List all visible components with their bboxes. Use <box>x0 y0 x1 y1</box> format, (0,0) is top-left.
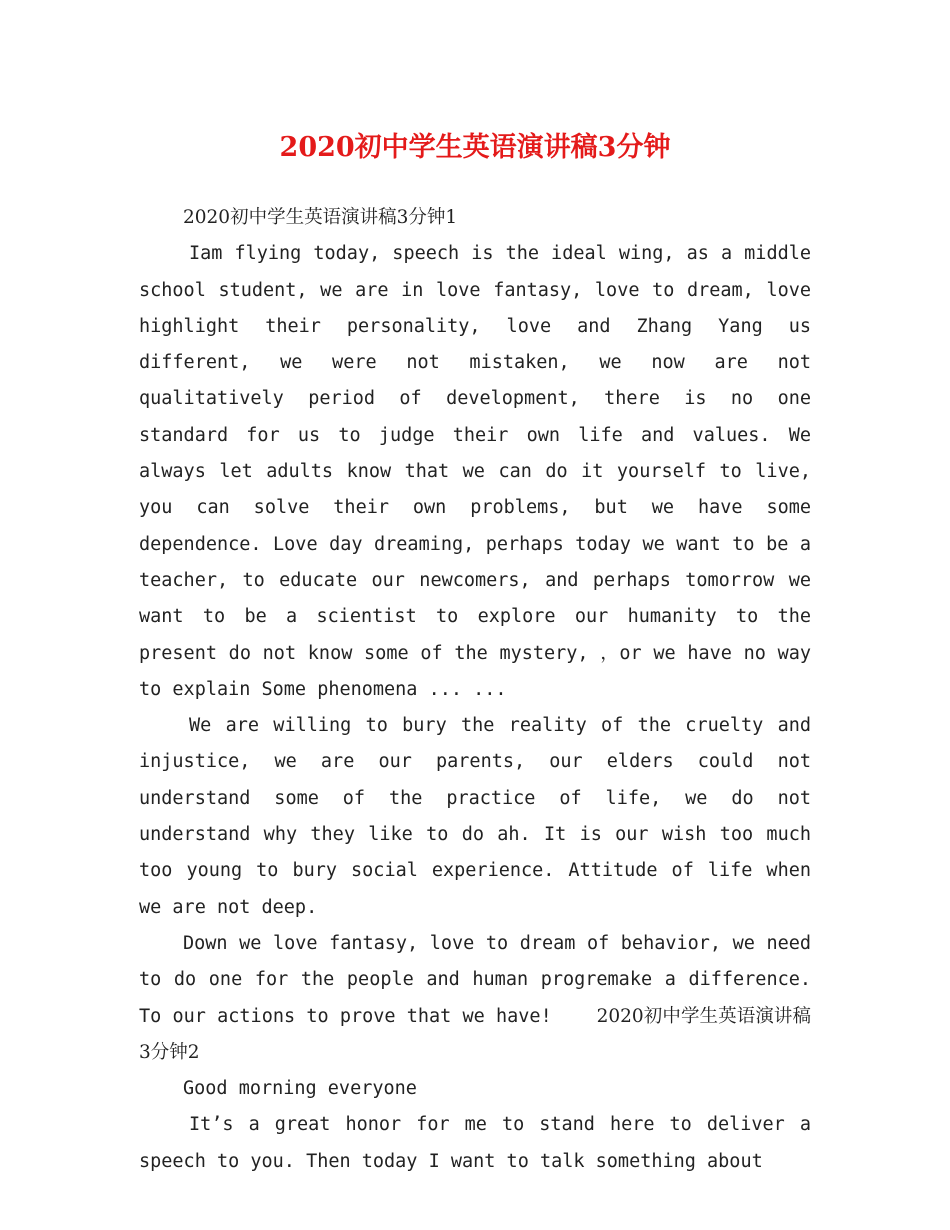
paragraph-4: Good morning everyone <box>183 1078 417 1100</box>
paragraph-1: Iam flying today, speech is the ideal wing, as a middle school student, we are in love fantasy, love to dream, love highlight their personality, love and Zhang Yang us different, we were not mistaken, we now are not qualitatively period of development, there is no one standard for us to judge their own life and values. We always let adults know that we can do it yourself to live, you can solve their own problems, but we have some dependence. Love day dreaming, perhaps today we want to be a teacher, to educate our newcomers, and perhaps tomorrow we want to be a scientist to explore our humanity to the present do not know some of the mystery, ，or we have no way to explain Some phenomena ... ... <box>139 243 811 700</box>
document-body <box>139 200 811 1180</box>
document-title: 2020初中学生英语演讲稿3分钟 <box>279 132 671 163</box>
paragraph-3-text: Down we love fantasy, love to dream of behavior, we need to do one for the people and human progremake a difference. To our actions to prove that we have! <box>139 932 811 1027</box>
section-heading-2: 2020初中学生英语演讲稿3分钟2 <box>139 1005 811 1063</box>
section-heading-1: 2020初中学生英语演讲稿3分钟1 <box>183 207 458 228</box>
paragraph-5: It’s a great honor for me to stand here to deliver a speech to you. Then today I want to talk something about <box>139 1114 811 1172</box>
paragraph-3 <box>139 926 811 1071</box>
paragraph-2: We are willing to bury the reality of the cruelty and injustice, we are our parents, our elders could not understand some of the practice of life, we do not understand why they like to do ah. It is our wish too much too young to bury social experience. Attitude of life when we are not deep. <box>139 715 811 918</box>
